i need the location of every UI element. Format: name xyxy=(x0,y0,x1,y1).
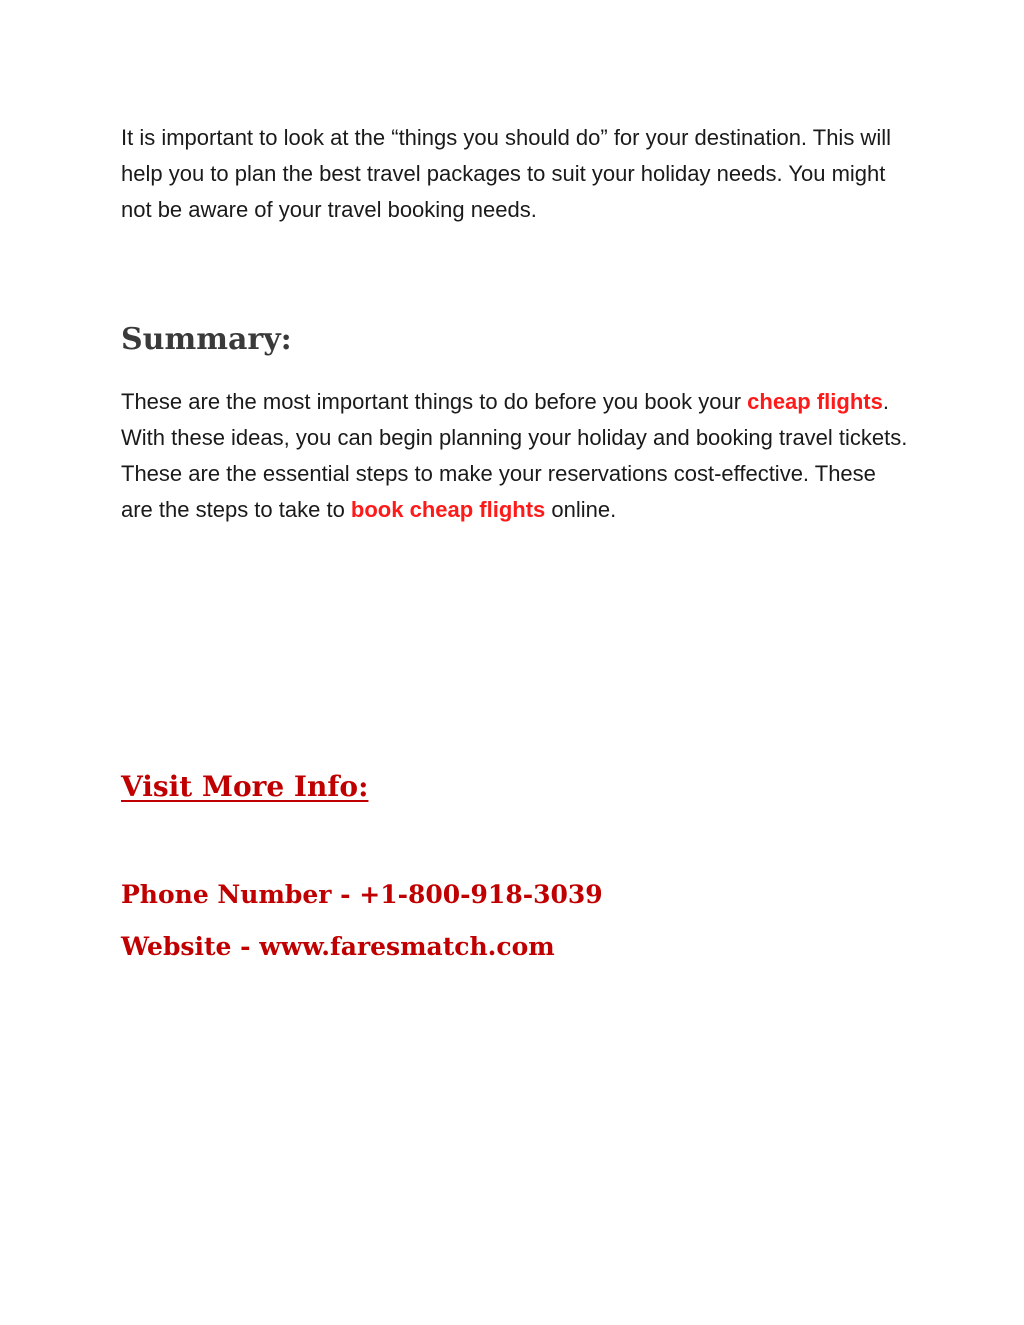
summary-paragraph xyxy=(121,384,911,528)
visit-more-info-heading[interactable]: Visit More Info: xyxy=(121,770,369,803)
intro-paragraph: It is important to look at the “things you should do” for your destination. This will help you to plan the best travel packages to suit your holiday needs. You might not be aware of your travel booking needs. xyxy=(121,125,891,222)
summary-heading: Summary: xyxy=(121,322,292,357)
summary-text-part-3: online. xyxy=(545,497,617,522)
phone-number: Phone Number - +1-800-918-3039 xyxy=(121,880,603,909)
summary-text-part-1: These are the most important things to do before you book your xyxy=(121,389,748,414)
book-cheap-flights-link[interactable]: book cheap flights xyxy=(350,497,546,522)
cheap-flights-link[interactable]: cheap flights xyxy=(747,389,883,414)
summary-text-part-2: . With these ideas, you can begin planning your holiday and booking travel tickets. These are the essential steps to make your reservations cost-effective. These are the steps to take to xyxy=(121,389,908,522)
website-link[interactable]: Website - www.faresmatch.com xyxy=(121,932,555,961)
